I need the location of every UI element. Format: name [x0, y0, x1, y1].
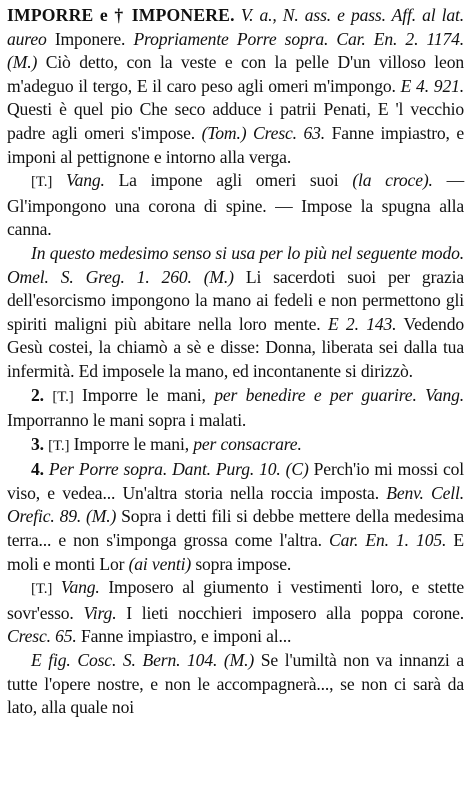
- citation-text: Imposero al giumento i vestimenti loro, e stette sovr'esso.: [7, 577, 465, 623]
- entry-main-paragraph: [7, 4, 464, 169]
- citation-text: Perch'io mi mossi col viso, e vedea... Un'altra storia nella roccia imposta.: [7, 459, 464, 503]
- citation-text: Fanne impiastro, e imponi al pettignone e intorno alla verga.: [7, 122, 465, 167]
- citation-source: Car. En. 2. 1174. (M.): [7, 28, 465, 73]
- citation-source: E 4. 921.: [400, 75, 465, 96]
- citation-source: Car. En. 1. 105.: [329, 530, 447, 551]
- sense-4-paragraph: [7, 458, 464, 576]
- citation-text: Questi è quel pio Che seco adduce i patrii Penati, E 'l vecchio padre agli omeri s'impose.: [7, 99, 464, 143]
- t-marker: [T.]: [52, 388, 74, 405]
- citation-source: Vang.: [65, 170, 105, 191]
- citation-note: (Tom.): [201, 122, 247, 143]
- etymon: Imponere.: [54, 28, 126, 49]
- citation-text: E moli e monti Lor: [7, 530, 464, 574]
- sense-number: 4.: [31, 459, 44, 480]
- citation-text: sopra impose.: [195, 553, 292, 574]
- citation-source: Virg.: [83, 602, 117, 623]
- headword: IMPORRE e † IMPONERE.: [7, 5, 235, 25]
- citation-text: Imporranno le mani sopra i malati.: [7, 410, 247, 431]
- sense-3-paragraph: [7, 433, 464, 459]
- citation-source: Cosc. S. Bern. 104. (M.): [77, 650, 255, 671]
- citation-text: La impone agli omeri suoi: [118, 170, 339, 191]
- citation-source: Benv. Cell. Orefic. 89. (M.): [7, 482, 464, 527]
- sense-2-paragraph: [7, 384, 464, 433]
- citation-text: Li sacerdoti suoi per grazia dell'esorcismo impongono la mano ai fedeli e non permettono gli spiriti maligni più abitare nella loro mente.: [7, 266, 464, 334]
- sense-label: In questo medesimo senso si usa per lo più nel seguente modo.: [31, 242, 464, 263]
- gloss: per benedire e per guarire.: [214, 384, 417, 405]
- citation-source: E 2. 143.: [327, 313, 397, 334]
- sense-label: E fig.: [31, 650, 71, 671]
- citation-text: — Gl'impongono una corona di spine. — Impose la spugna alla canna.: [7, 170, 465, 240]
- sense-text: Imporre le mani,: [73, 433, 189, 454]
- t-marker: [T.]: [31, 174, 53, 191]
- gloss: per consacrare.: [193, 433, 302, 454]
- sense-number: 3.: [31, 433, 44, 454]
- t-paragraph-1: [7, 169, 464, 242]
- figurative-sense-paragraph: [7, 242, 464, 384]
- sense-text: Imporre le mani,: [82, 384, 206, 405]
- grammar-note: V. a., N. ass. e pass. Aff. al lat. aureo: [7, 5, 465, 49]
- citation-text: Sopra i detti fili si debbe mettere della medesima terra... e non s'imponga grossa come l'altra.: [7, 506, 465, 551]
- t-marker: [T.]: [48, 437, 70, 454]
- sense-label: Per Porre sopra.: [48, 459, 168, 480]
- citation-text: Ciò detto, con la veste e con la pelle D'un villoso leon m'adeguo il tergo, E il caro peso agli omeri m'impongo.: [7, 52, 464, 96]
- t-paragraph-2: [7, 576, 464, 649]
- citation-text: Fanne impiastro, e imponi al...: [80, 626, 292, 647]
- gloss: (la croce).: [352, 170, 433, 191]
- definition-label: Propriamente Porre sopra.: [133, 28, 329, 49]
- citation-source: Dant. Purg. 10. (C): [172, 459, 309, 480]
- gloss: (ai venti): [128, 553, 192, 574]
- figurative-paragraph: [7, 649, 464, 720]
- citation-source: Cresc. 65.: [7, 626, 77, 647]
- citation-source: Omel. S. Greg. 1. 260. (M.): [7, 266, 234, 287]
- citation-text: Se l'umiltà non va innanzi a tutte l'opere nostre, e non le accompagnerà..., se non ci sarà da lato, alla quale noi: [7, 650, 465, 718]
- sense-number: 2.: [31, 384, 44, 405]
- citation-text: I lieti nocchieri imposero alla poppa corone.: [126, 602, 465, 623]
- citation-source: Cresc. 63.: [253, 122, 326, 143]
- citation-source: Vang.: [425, 384, 465, 405]
- citation-text: Vedendo Gesù costei, la chiamò a sè e disse: Donna, liberata sei dalla tua infermità. Ed imposele la mano, ed incontanente si dirizzò.: [7, 313, 464, 381]
- t-marker: [T.]: [31, 581, 53, 598]
- citation-source: Vang.: [60, 577, 100, 598]
